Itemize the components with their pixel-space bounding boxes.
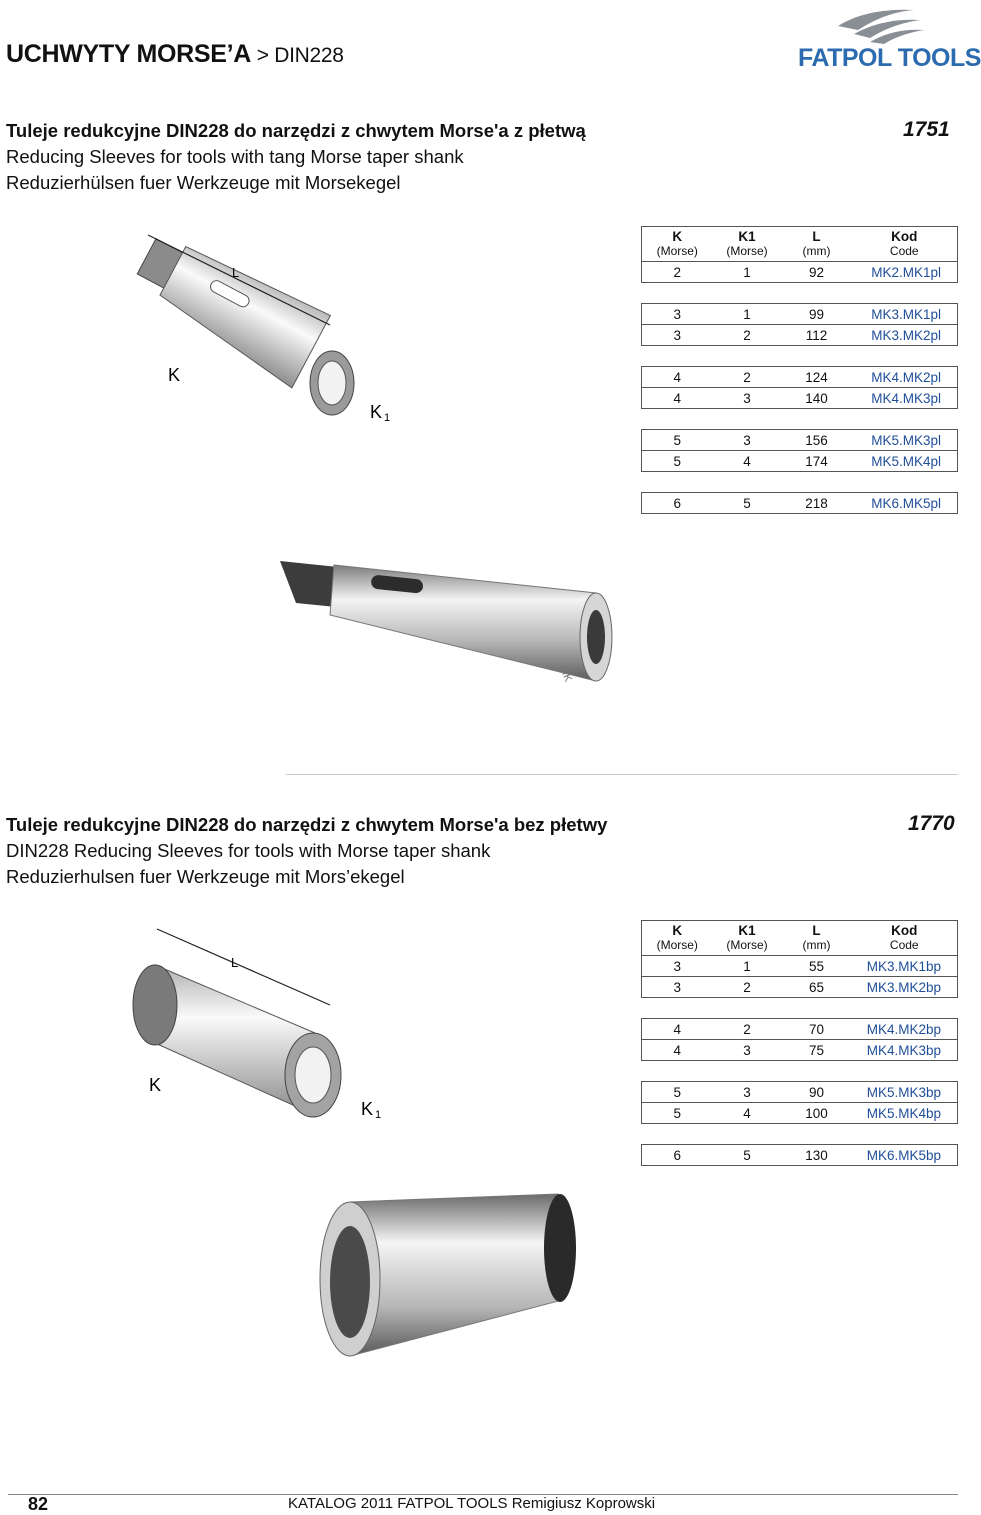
table-row xyxy=(642,493,958,514)
cell-length: 92 xyxy=(782,262,852,283)
table-group-gap xyxy=(642,472,958,493)
cell-length: 100 xyxy=(782,1103,852,1124)
table-row xyxy=(642,367,958,388)
table-header-cell xyxy=(782,921,852,956)
table-header-cell xyxy=(642,921,713,956)
header-label: Kod xyxy=(891,229,918,244)
cell-length: 99 xyxy=(782,304,852,325)
table-row xyxy=(642,1040,958,1061)
diagram2-label-k: K xyxy=(149,1075,162,1095)
header-unit: (mm) xyxy=(802,938,831,952)
header-unit: (Morse) xyxy=(656,938,698,952)
cell-code: MK4.MK2bp xyxy=(852,1019,958,1040)
cell-k1: 3 xyxy=(713,1082,782,1103)
header-label: K1 xyxy=(738,923,756,938)
section1-title-pl: Tuleje redukcyjne DIN228 do narzędzi z chwytem Morse'a z płetwą xyxy=(6,120,586,141)
table-header-row xyxy=(642,227,958,262)
cell-k1: 5 xyxy=(713,493,782,514)
cell-k: 3 xyxy=(642,325,713,346)
section-divider xyxy=(286,774,958,775)
table-row xyxy=(642,451,958,472)
header-unit: Code xyxy=(889,244,919,258)
diagram-label-l: L xyxy=(232,265,240,280)
cell-k: 3 xyxy=(642,977,713,998)
cell-k: 5 xyxy=(642,430,713,451)
table-row xyxy=(642,977,958,998)
diagram2-label-l: L xyxy=(231,955,239,970)
section1-product-code: 1751 xyxy=(903,118,950,141)
section1-diagram xyxy=(120,225,410,425)
cell-k1: 2 xyxy=(713,1019,782,1040)
page-title xyxy=(6,40,344,69)
table-row xyxy=(642,1145,958,1166)
cell-k1: 1 xyxy=(713,304,782,325)
header-unit: (Morse) xyxy=(726,938,768,952)
diagram-label-k1: K xyxy=(370,402,383,422)
cell-code: MK5.MK4bp xyxy=(852,1103,958,1124)
cell-length: 140 xyxy=(782,388,852,409)
cell-k1: 2 xyxy=(713,977,782,998)
diagram2-label-k1-sub: 1 xyxy=(375,1109,382,1121)
diagram-label-k: K xyxy=(168,365,181,385)
table-row xyxy=(642,1019,958,1040)
table-row xyxy=(642,325,958,346)
table-row xyxy=(642,1103,958,1124)
cell-length: 75 xyxy=(782,1040,852,1061)
diagram-label-k1-sub: 1 xyxy=(384,412,391,424)
section1-heading xyxy=(6,118,586,196)
cell-length: 156 xyxy=(782,430,852,451)
section2-title-en: DIN228 Reducing Sleeves for tools with Morse taper shank xyxy=(6,840,491,861)
cell-code: MK3.MK2pl xyxy=(852,325,958,346)
table-header-cell xyxy=(852,921,958,956)
table-header-cell xyxy=(852,227,958,262)
header-unit: Code xyxy=(889,938,919,952)
header-unit: (mm) xyxy=(802,244,831,258)
section2-title-pl: Tuleje redukcyjne DIN228 do narzędzi z chwytem Morse'a bez płetwy xyxy=(6,814,608,835)
cell-code: MK4.MK3pl xyxy=(852,388,958,409)
cell-k1: 4 xyxy=(713,451,782,472)
cell-k: 4 xyxy=(642,367,713,388)
section2-diagram xyxy=(125,925,405,1125)
logo-text: FATPOL TOOLS xyxy=(798,44,981,72)
cell-code: MK5.MK4pl xyxy=(852,451,958,472)
section2-title-de: Reduzierhulsen fuer Werkzeuge mit Mors’ekegel xyxy=(6,866,405,887)
section1-spec-table xyxy=(641,226,958,514)
table-header-cell xyxy=(713,227,782,262)
table-row xyxy=(642,262,958,283)
header-label: K xyxy=(672,923,683,938)
section2-product-code: 1770 xyxy=(908,812,955,835)
table-header-row xyxy=(642,921,958,956)
cell-length: 90 xyxy=(782,1082,852,1103)
table-header-cell xyxy=(642,227,713,262)
cell-length: 124 xyxy=(782,367,852,388)
cell-k: 4 xyxy=(642,388,713,409)
cell-code: MK3.MK2bp xyxy=(852,977,958,998)
table-row xyxy=(642,1082,958,1103)
page-number: 82 xyxy=(28,1494,49,1514)
cell-k: 2 xyxy=(642,262,713,283)
section1-title-en: Reducing Sleeves for tools with tang Morse taper shank xyxy=(6,146,464,167)
table-row xyxy=(642,388,958,409)
cell-k1: 2 xyxy=(713,325,782,346)
header-label: K xyxy=(672,229,683,244)
cell-code: MK3.MK1bp xyxy=(852,956,958,977)
diagram2-label-k1: K xyxy=(361,1099,374,1119)
cell-k1: 1 xyxy=(713,956,782,977)
header-unit: (Morse) xyxy=(726,244,768,258)
table-group-gap xyxy=(642,409,958,430)
table-row xyxy=(642,430,958,451)
cell-code: MK5.MK3pl xyxy=(852,430,958,451)
cell-k1: 5 xyxy=(713,1145,782,1166)
page-title-main: UCHWYTY MORSE’A xyxy=(6,40,251,68)
header-label: L xyxy=(812,229,821,244)
cell-k: 5 xyxy=(642,451,713,472)
cell-k1: 2 xyxy=(713,367,782,388)
header-label: K1 xyxy=(738,229,756,244)
header-label: L xyxy=(812,923,821,938)
header-label: Kod xyxy=(891,923,918,938)
table-group-gap xyxy=(642,998,958,1019)
table-header-cell xyxy=(782,227,852,262)
cell-code: MK2.MK1pl xyxy=(852,262,958,283)
cell-code: MK6.MK5pl xyxy=(852,493,958,514)
brand-logo xyxy=(796,4,981,74)
cell-k: 6 xyxy=(642,1145,713,1166)
cell-k1: 1 xyxy=(713,262,782,283)
table-header-cell xyxy=(713,921,782,956)
section1-title-de: Reduzierhülsen fuer Werkzeuge mit Morsekegel xyxy=(6,172,401,193)
cell-length: 112 xyxy=(782,325,852,346)
table-row xyxy=(642,304,958,325)
cell-k1: 3 xyxy=(713,1040,782,1061)
cell-k: 3 xyxy=(642,304,713,325)
table-row xyxy=(642,956,958,977)
cell-k: 4 xyxy=(642,1019,713,1040)
cell-length: 218 xyxy=(782,493,852,514)
cell-length: 174 xyxy=(782,451,852,472)
cell-length: 65 xyxy=(782,977,852,998)
cell-k1: 4 xyxy=(713,1103,782,1124)
cell-length: 70 xyxy=(782,1019,852,1040)
cell-k: 5 xyxy=(642,1082,713,1103)
table-group-gap xyxy=(642,1061,958,1082)
table-group-gap xyxy=(642,346,958,367)
table-group-gap xyxy=(642,283,958,304)
cell-k1: 3 xyxy=(713,430,782,451)
cell-k1: 3 xyxy=(713,388,782,409)
footer-text: KATALOG 2011 FATPOL TOOLS Remigiusz Koprowski xyxy=(288,1495,656,1512)
header-unit: (Morse) xyxy=(656,244,698,258)
cell-length: 55 xyxy=(782,956,852,977)
cell-k: 5 xyxy=(642,1103,713,1124)
page-title-sub: > DIN228 xyxy=(256,44,344,67)
cell-code: MK4.MK2pl xyxy=(852,367,958,388)
section1-product-photo xyxy=(276,555,616,685)
cell-length: 130 xyxy=(782,1145,852,1166)
cell-code: MK3.MK1pl xyxy=(852,304,958,325)
logo-swoosh-icon xyxy=(796,4,956,46)
cell-k: 6 xyxy=(642,493,713,514)
cell-k: 3 xyxy=(642,956,713,977)
cell-code: MK4.MK3bp xyxy=(852,1040,958,1061)
section2-heading xyxy=(6,812,607,890)
cell-k: 4 xyxy=(642,1040,713,1061)
cell-code: MK5.MK3bp xyxy=(852,1082,958,1103)
section2-spec-table xyxy=(641,920,958,1166)
cell-code: MK6.MK5bp xyxy=(852,1145,958,1166)
section2-product-photo xyxy=(310,1190,585,1360)
table-group-gap xyxy=(642,1124,958,1145)
photo-engraving: MK xyxy=(557,663,575,684)
